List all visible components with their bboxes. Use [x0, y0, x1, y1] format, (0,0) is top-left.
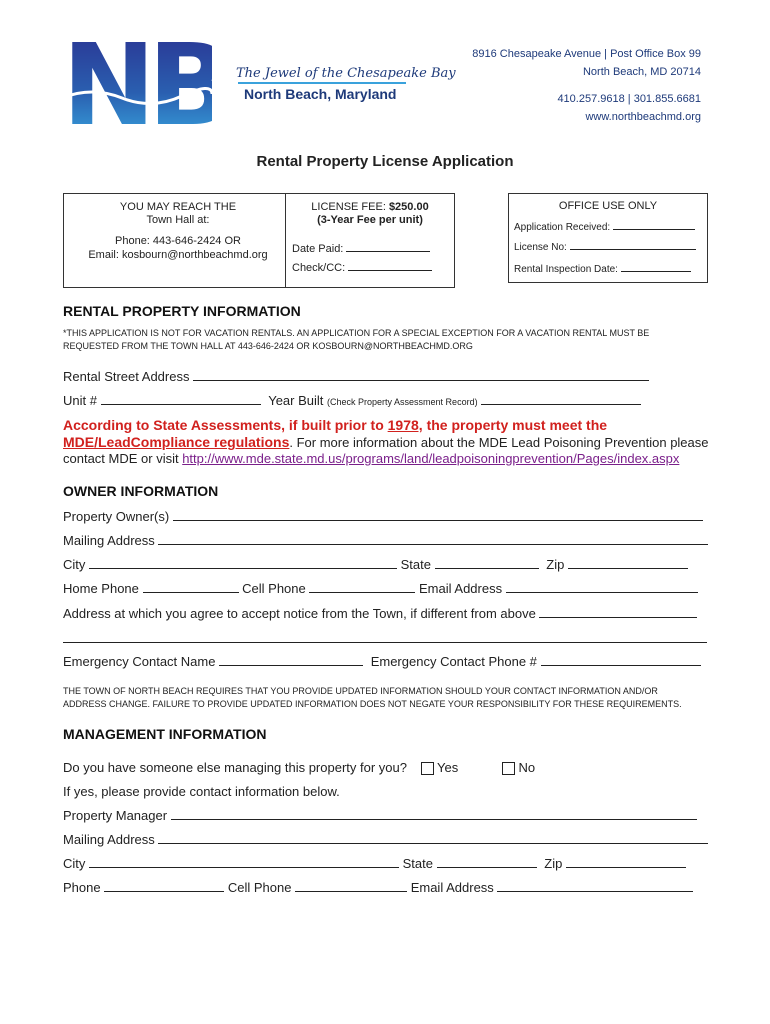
cell-phone-field[interactable]: [309, 581, 415, 593]
contact-mde-text: contact MDE or visit: [63, 451, 183, 466]
fee-box: [285, 193, 455, 288]
mde-lead-link[interactable]: MDE/LeadCompliance regulations: [63, 434, 290, 450]
manager-city-row: [63, 856, 686, 871]
date-paid-field[interactable]: [346, 240, 430, 252]
update-notice-1: THE TOWN OF NORTH BEACH REQUIRES THAT YOU PROVIDE UPDATED INFORMATION SHOULD YOUR CONTACT INFORMATION AND/OR: [63, 686, 658, 696]
received-row: [514, 218, 707, 233]
contact-line-1: YOU MAY REACH THE: [119, 201, 237, 213]
notice-address-label: Address at which you agree to accept notice from the Town, if different from above: [63, 606, 536, 621]
notice-address-row: [63, 606, 697, 621]
license-no-label: License No:: [514, 242, 567, 253]
notice-address-field[interactable]: [539, 606, 697, 618]
manager-phone-label: Phone: [63, 880, 101, 895]
manager-cell-field[interactable]: [295, 880, 407, 892]
manager-city-label: City: [63, 856, 86, 871]
owner-mailing-label: Mailing Address: [63, 533, 155, 548]
lead-red-text-2: the property must meet the: [422, 417, 608, 433]
check-cc-label: Check/CC:: [292, 262, 346, 274]
manager-zip-label: Zip: [544, 856, 563, 871]
owners-row: [63, 509, 703, 524]
svg-text:NB: NB: [62, 36, 212, 128]
emergency-phone-field[interactable]: [541, 654, 701, 666]
license-no-row: [514, 238, 707, 253]
north-beach-logo: [62, 36, 212, 128]
no-checkbox[interactable]: [502, 762, 515, 775]
manager-label: Property Manager: [63, 808, 168, 823]
office-use-box: [508, 193, 708, 283]
manager-phone-row: [63, 880, 693, 895]
yes-checkbox[interactable]: [421, 762, 434, 775]
contact-phone: Phone: 443-646-2424 OR: [115, 235, 241, 247]
owner-zip-field[interactable]: [568, 557, 688, 569]
owner-email-label: Email Address: [419, 581, 503, 596]
contact-line-2: Town Hall at:: [146, 214, 210, 226]
owner-state-field[interactable]: [435, 557, 539, 569]
notice-address-field-2[interactable]: [63, 642, 707, 643]
lead-line-3: [63, 451, 708, 466]
received-field[interactable]: [613, 218, 695, 230]
inspection-row: [514, 260, 707, 275]
license-fee: [286, 201, 454, 213]
check-cc-row: [292, 259, 454, 274]
manager-email-field[interactable]: [497, 880, 693, 892]
phone-numbers: 410.257.9618 | 301.855.6681: [557, 93, 701, 105]
place-name: North Beach, Maryland: [244, 86, 397, 102]
contact-email[interactable]: Email: kosbourn@northbeachmd.org: [88, 249, 268, 261]
date-paid-row: [292, 240, 454, 255]
address-line-1: 8916 Chesapeake Avenue | Post Office Box 99: [472, 48, 701, 60]
website-link[interactable]: www.northbeachmd.org: [585, 111, 701, 123]
emergency-name-label: Emergency Contact Name: [63, 654, 216, 669]
license-no-field[interactable]: [570, 238, 696, 250]
vacation-notice-2: REQUESTED FROM THE TOWN HALL AT 443-646-2424 OR KOSBOURN@NORTHBEACHMD.ORG: [63, 341, 473, 351]
manager-mailing-label: Mailing Address: [63, 832, 155, 847]
owner-phone-row: [63, 581, 698, 596]
street-label: Rental Street Address: [63, 369, 190, 384]
date-paid-label: Date Paid:: [292, 243, 344, 255]
fee-value: $250.00: [388, 201, 429, 213]
manager-state-field[interactable]: [437, 856, 537, 868]
owner-city-row: [63, 557, 688, 572]
unit-label: Unit #: [63, 393, 97, 408]
yes-label: Yes: [437, 760, 459, 775]
office-title: OFFICE USE ONLY: [558, 200, 658, 212]
if-yes-text: If yes, please provide contact information below.: [63, 784, 340, 799]
lead-red-text: According to State Assessments, if built prior to: [63, 417, 388, 433]
fee-label: LICENSE FEE:: [311, 201, 389, 213]
manager-cell-label: Cell Phone: [227, 880, 292, 895]
owner-city-label: City: [63, 557, 86, 572]
emergency-phone-label: Emergency Contact Phone #: [370, 654, 537, 669]
street-row: [63, 369, 649, 384]
manager-city-field[interactable]: [89, 856, 399, 868]
manager-row: [63, 808, 697, 823]
manager-email-label: Email Address: [410, 880, 494, 895]
manager-field[interactable]: [171, 808, 697, 820]
address-line-2: North Beach, MD 20714: [582, 66, 701, 78]
management-question-row: [63, 760, 535, 775]
update-notice-2: ADDRESS CHANGE. FAILURE TO PROVIDE UPDATED INFORMATION DOES NOT NEGATE YOUR RESPONSIBILITY FOR THESE REQUIREMENTS.: [63, 699, 682, 709]
lead-line-2: [63, 434, 708, 450]
lead-line-1: [63, 417, 708, 433]
rental-heading: RENTAL PROPERTY INFORMATION: [63, 303, 301, 319]
home-phone-field[interactable]: [143, 581, 239, 593]
vacation-notice-1: *THIS APPLICATION IS NOT FOR VACATION RENTALS. AN APPLICATION FOR A SPECIAL EXCEPTION FOR A VACATION RENTAL MUST BE: [63, 328, 650, 338]
year-built-field[interactable]: [481, 393, 641, 405]
received-label: Application Received:: [514, 222, 611, 233]
manager-state-label: State: [402, 856, 433, 871]
year-built-label: Year Built: [268, 393, 324, 408]
manager-zip-field[interactable]: [566, 856, 686, 868]
check-cc-field[interactable]: [348, 259, 432, 271]
home-phone-label: Home Phone: [63, 581, 139, 596]
page-title: Rental Property License Application: [256, 153, 514, 170]
management-question: Do you have someone else managing this property for you?: [63, 760, 407, 775]
mde-url-link[interactable]: http://www.mde.state.md.us/programs/land/leadpoisoningprevention/Pages/index.aspx: [182, 451, 680, 466]
manager-phone-field[interactable]: [104, 880, 224, 892]
fee-note: (3-Year Fee per unit): [317, 214, 423, 226]
owner-email-field[interactable]: [506, 581, 698, 593]
lead-info-text: . For more information about the MDE Lead Poisoning Prevention please: [289, 435, 709, 450]
street-field[interactable]: [193, 369, 649, 381]
manager-mailing-row: [63, 832, 708, 847]
management-heading: MANAGEMENT INFORMATION: [63, 726, 267, 742]
tagline-divider: [238, 82, 406, 84]
manager-mailing-field[interactable]: [158, 832, 708, 844]
tagline: The Jewel of the Chesapeake Bay: [236, 66, 456, 81]
owner-state-label: State: [400, 557, 431, 572]
owner-mailing-field[interactable]: [158, 533, 708, 545]
inspection-field[interactable]: [621, 260, 691, 272]
lead-paragraph: [63, 417, 708, 466]
contact-box: [63, 193, 293, 288]
no-label: No: [518, 760, 536, 775]
owner-city-field[interactable]: [89, 557, 397, 569]
unit-field[interactable]: [101, 393, 261, 405]
owners-label: Property Owner(s): [63, 509, 170, 524]
cell-phone-label: Cell Phone: [242, 581, 306, 596]
owner-heading: OWNER INFORMATION: [63, 483, 219, 499]
unit-row: [63, 393, 641, 408]
emergency-name-field[interactable]: [219, 654, 363, 666]
owner-zip-label: Zip: [546, 557, 565, 572]
emergency-row: [63, 654, 701, 669]
year-built-note: (Check Property Assessment Record): [327, 397, 478, 407]
lead-year: 1978,: [387, 417, 423, 433]
owners-field[interactable]: [173, 509, 703, 521]
owner-mailing-row: [63, 533, 708, 548]
inspection-label: Rental Inspection Date:: [514, 264, 618, 275]
